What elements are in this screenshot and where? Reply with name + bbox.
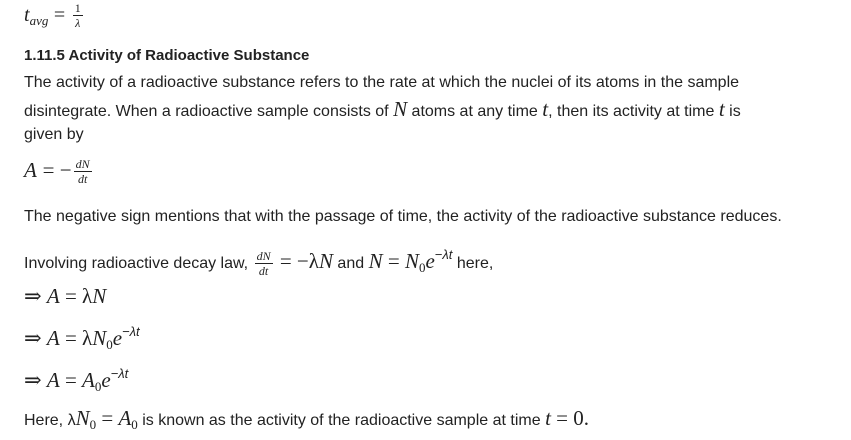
intro-text-b: atoms at any time (407, 103, 543, 120)
intro-text-d: is (724, 103, 741, 120)
zero-subscript: 0 (418, 260, 426, 275)
N-symbol: N (318, 249, 333, 273)
N-symbol: N (75, 406, 90, 430)
fraction-numerator: dN (256, 249, 271, 264)
zero-subscript: 0 (131, 417, 138, 432)
step-2 (24, 324, 140, 353)
dN-dt-fraction (74, 158, 92, 185)
intro-line-1: The activity of a radioactive substance refers to the rate at which the nuclei of its atoms in the sample (24, 74, 740, 91)
N-symbol: N (368, 249, 383, 273)
avg-subscript: avg (29, 12, 49, 28)
fraction-numerator: 1 (74, 1, 81, 15)
t-symbol: t (24, 3, 30, 26)
fraction-denominator: dt (258, 264, 269, 279)
implies-arrow: ⇒ (24, 326, 47, 350)
decay-law-line (24, 240, 493, 283)
equals-sign: = (96, 406, 119, 430)
e-symbol: e (101, 368, 111, 392)
zero-subscript: 0 (94, 379, 102, 394)
t-symbol: t (718, 97, 725, 121)
one-over-lambda-fraction (73, 2, 83, 29)
negative-sign-text: The negative sign mentions that with the passage of time, the activity of the radioactive substance reduces. (24, 208, 782, 225)
A-symbol: A (46, 326, 60, 350)
conclusion-line (24, 404, 589, 439)
equals-minus-lambda: = −λ (274, 249, 319, 273)
fraction-numerator: dN (75, 157, 90, 171)
intro-text-a: disintegrate. When a radioactive sample consists of (24, 103, 394, 120)
A-symbol: A (46, 368, 60, 392)
N-symbol: N (404, 249, 419, 273)
N-symbol: N (393, 97, 408, 121)
equals-zero: = 0. (550, 406, 589, 430)
dN-dt-fraction (255, 250, 273, 277)
A-symbol: A (46, 284, 60, 308)
equals-sign: = (382, 249, 405, 273)
e-symbol: e (112, 326, 123, 350)
and-text: and (332, 255, 369, 272)
conclusion-text-b: is known as the activity of the radioactive sample at time (137, 412, 546, 429)
A-symbol: A (118, 406, 132, 430)
conclusion-text-a: Here, λ (24, 412, 76, 429)
A-symbol: A (24, 158, 37, 183)
implies-arrow: ⇒ (24, 368, 47, 392)
zero-subscript: 0 (106, 337, 113, 352)
e-symbol: e (425, 249, 435, 273)
step-1 (24, 284, 106, 309)
intro-text-c: , then its activity at time (548, 103, 719, 120)
A-symbol: A (82, 368, 95, 392)
t-symbol: t (545, 406, 551, 430)
decay-law-suffix: here, (452, 255, 494, 272)
zero-subscript: 0 (89, 417, 97, 432)
intro-line-2 (24, 96, 741, 125)
step-3 (24, 366, 128, 395)
N-symbol: N (92, 326, 107, 350)
equals-lambda: = λ (59, 284, 93, 308)
exponent: −λt (434, 247, 453, 262)
equals-lambda: = λ (59, 326, 93, 350)
t-symbol: t (542, 97, 549, 121)
fraction-denominator: λ (75, 16, 81, 30)
implies-arrow: ⇒ (24, 284, 47, 308)
equals-sign: = (53, 3, 66, 26)
exponent: −λt (110, 366, 129, 381)
equals-minus: = − (42, 158, 72, 183)
section-heading: 1.11.5 Activity of Radioactive Substance (24, 47, 310, 64)
N-symbol: N (92, 284, 107, 308)
decay-law-prefix: Involving radioactive decay law, (24, 255, 253, 272)
equals-sign: = (59, 368, 83, 392)
intro-line-3: given by (24, 126, 84, 143)
activity-formula (24, 158, 94, 185)
fraction-denominator: dt (77, 172, 88, 186)
average-time-formula (24, 2, 85, 29)
exponent: −λt (122, 324, 140, 339)
